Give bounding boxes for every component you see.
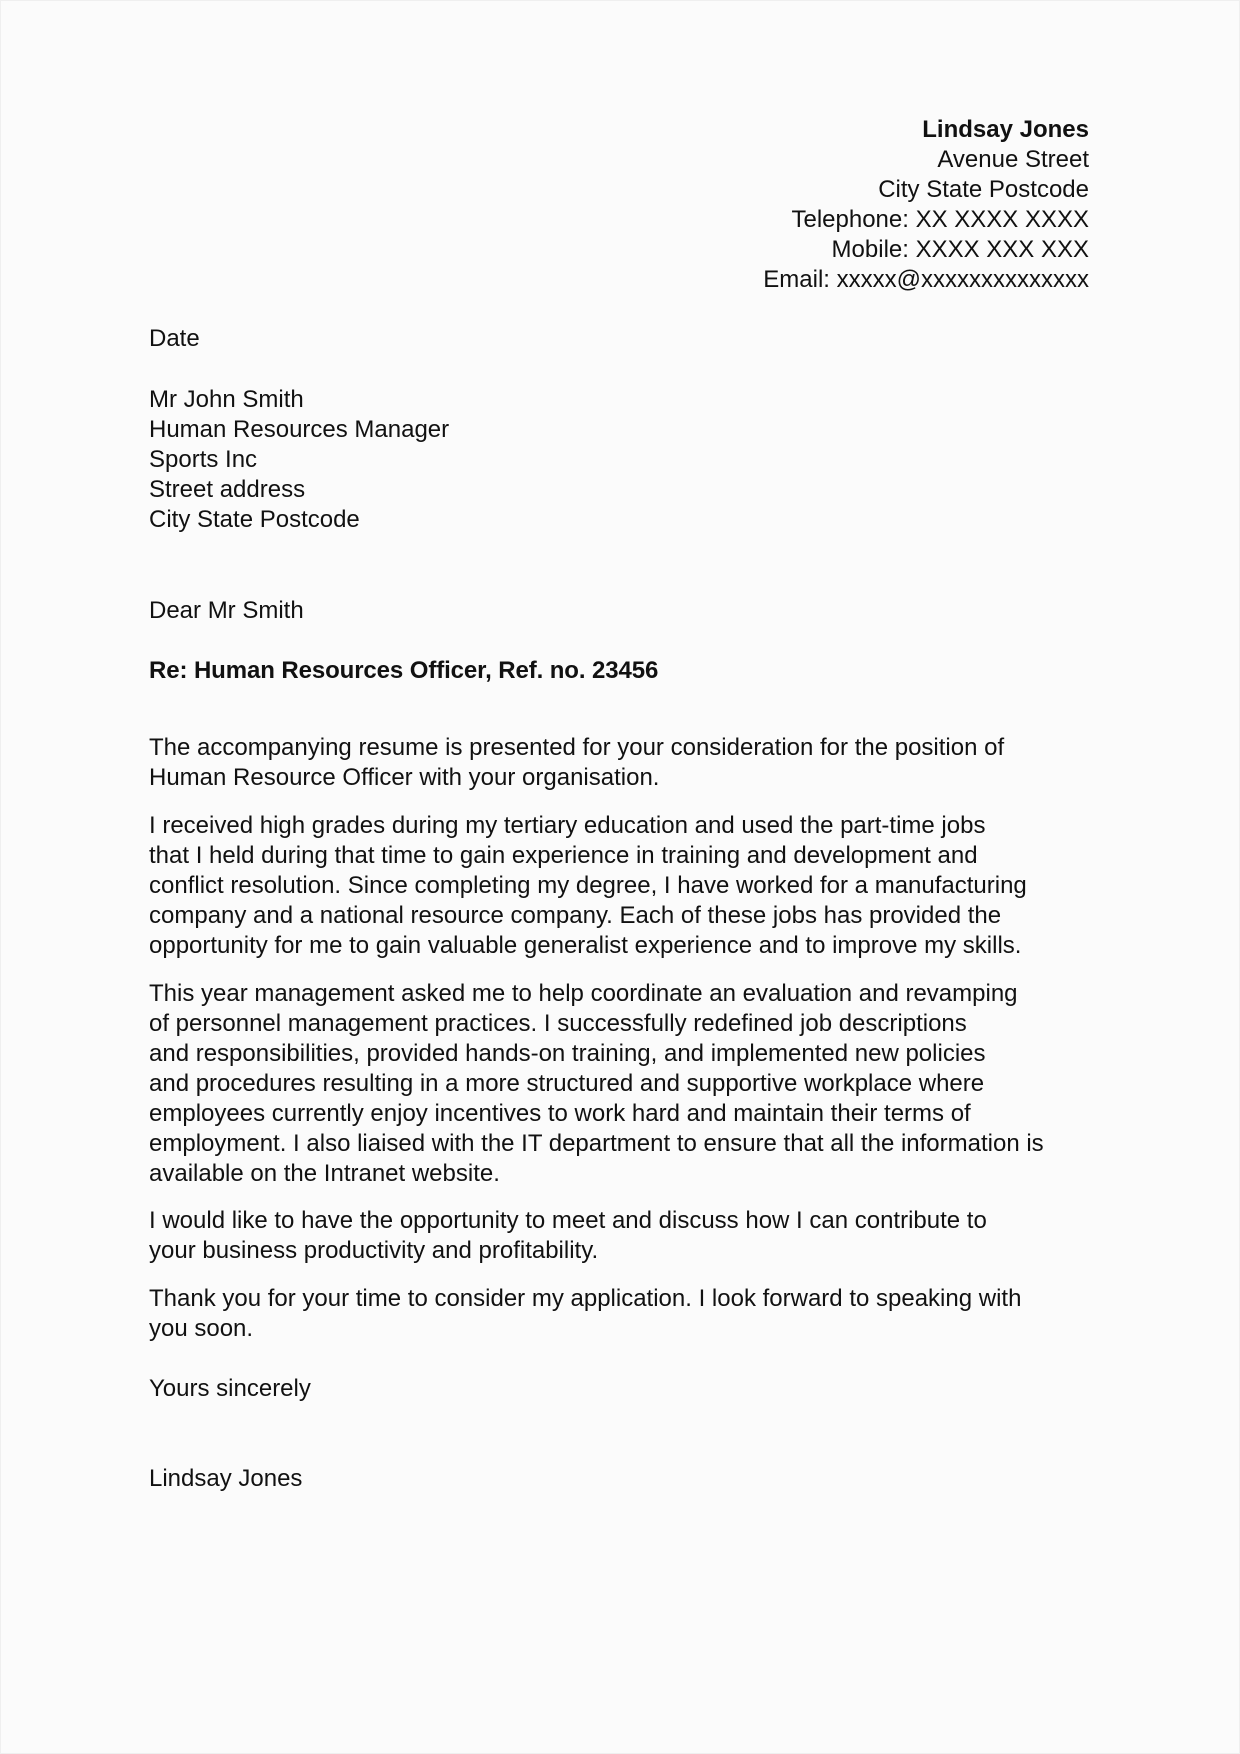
signature-name: Lindsay Jones — [149, 1465, 303, 1492]
date-label: Date — [149, 325, 200, 352]
body-paragraph-2 — [149, 811, 1089, 961]
sender-mobile: Mobile: XXXX XXX XXX — [831, 236, 1089, 263]
closing-text: Yours sincerely — [149, 1375, 311, 1402]
recipient-name: Mr John Smith — [149, 386, 304, 413]
date-line — [149, 324, 1089, 354]
paragraph-line: you soon. — [149, 1315, 254, 1342]
body-paragraph-5 — [149, 1284, 1089, 1344]
closing — [149, 1374, 1089, 1404]
sender-street: Avenue Street — [937, 146, 1089, 173]
paragraph-line: company and a national resource company. Each of these jobs has provided the — [149, 902, 1002, 929]
sender-city: City State Postcode — [878, 176, 1089, 203]
body-paragraph-1 — [149, 733, 1089, 793]
recipient-company: Sports Inc — [149, 446, 258, 473]
paragraph-line: Thank you for your time to consider my application. I look forward to speaking with — [149, 1285, 1022, 1312]
paragraph-line: The accompanying resume is presented for your consideration for the position of — [149, 734, 1005, 761]
subject-line — [149, 656, 1089, 686]
sender-telephone: Telephone: XX XXXX XXXX — [791, 206, 1089, 233]
paragraph-line: I received high grades during my tertiary education and used the part-time jobs — [149, 812, 986, 839]
paragraph-line: I would like to have the opportunity to meet and discuss how I can contribute to — [149, 1207, 987, 1234]
body-paragraph-4 — [149, 1206, 1089, 1266]
paragraph-line: your business productivity and profitability. — [149, 1237, 599, 1264]
sender-address-block — [149, 115, 1089, 295]
recipient-street: Street address — [149, 476, 306, 503]
paragraph-line: of personnel management practices. I successfully redefined job descriptions — [149, 1010, 967, 1037]
sender-name: Lindsay Jones — [922, 116, 1089, 143]
paragraph-line: employment. I also liaised with the IT department to ensure that all the information is — [149, 1130, 1044, 1157]
sender-email: Email: xxxxx@xxxxxxxxxxxxxx — [763, 266, 1089, 293]
paragraph-line: that I held during that time to gain experience in training and development and — [149, 842, 978, 869]
paragraph-line: opportunity for me to gain valuable generalist experience and to improve my skills. — [149, 932, 1022, 959]
subject-text: Re: Human Resources Officer, Ref. no. 23456 — [149, 657, 659, 684]
paragraph-line: employees currently enjoy incentives to work hard and maintain their terms of — [149, 1100, 971, 1127]
recipient-address-block — [149, 385, 1089, 535]
salutation — [149, 596, 1089, 626]
paragraph-line: and procedures resulting in a more structured and supportive workplace where — [149, 1070, 985, 1097]
body-paragraph-3 — [149, 979, 1089, 1189]
paragraph-line: This year management asked me to help coordinate an evaluation and revamping — [149, 980, 1018, 1007]
paragraph-line: available on the Intranet website. — [149, 1160, 500, 1187]
recipient-city: City State Postcode — [149, 506, 360, 533]
paragraph-line: conflict resolution. Since completing my degree, I have worked for a manufacturing — [149, 872, 1027, 899]
paragraph-line: Human Resource Officer with your organisation. — [149, 764, 660, 791]
recipient-title: Human Resources Manager — [149, 416, 450, 443]
signature — [149, 1464, 1089, 1494]
salutation-text: Dear Mr Smith — [149, 597, 304, 624]
paragraph-line: and responsibilities, provided hands-on training, and implemented new policies — [149, 1040, 986, 1067]
